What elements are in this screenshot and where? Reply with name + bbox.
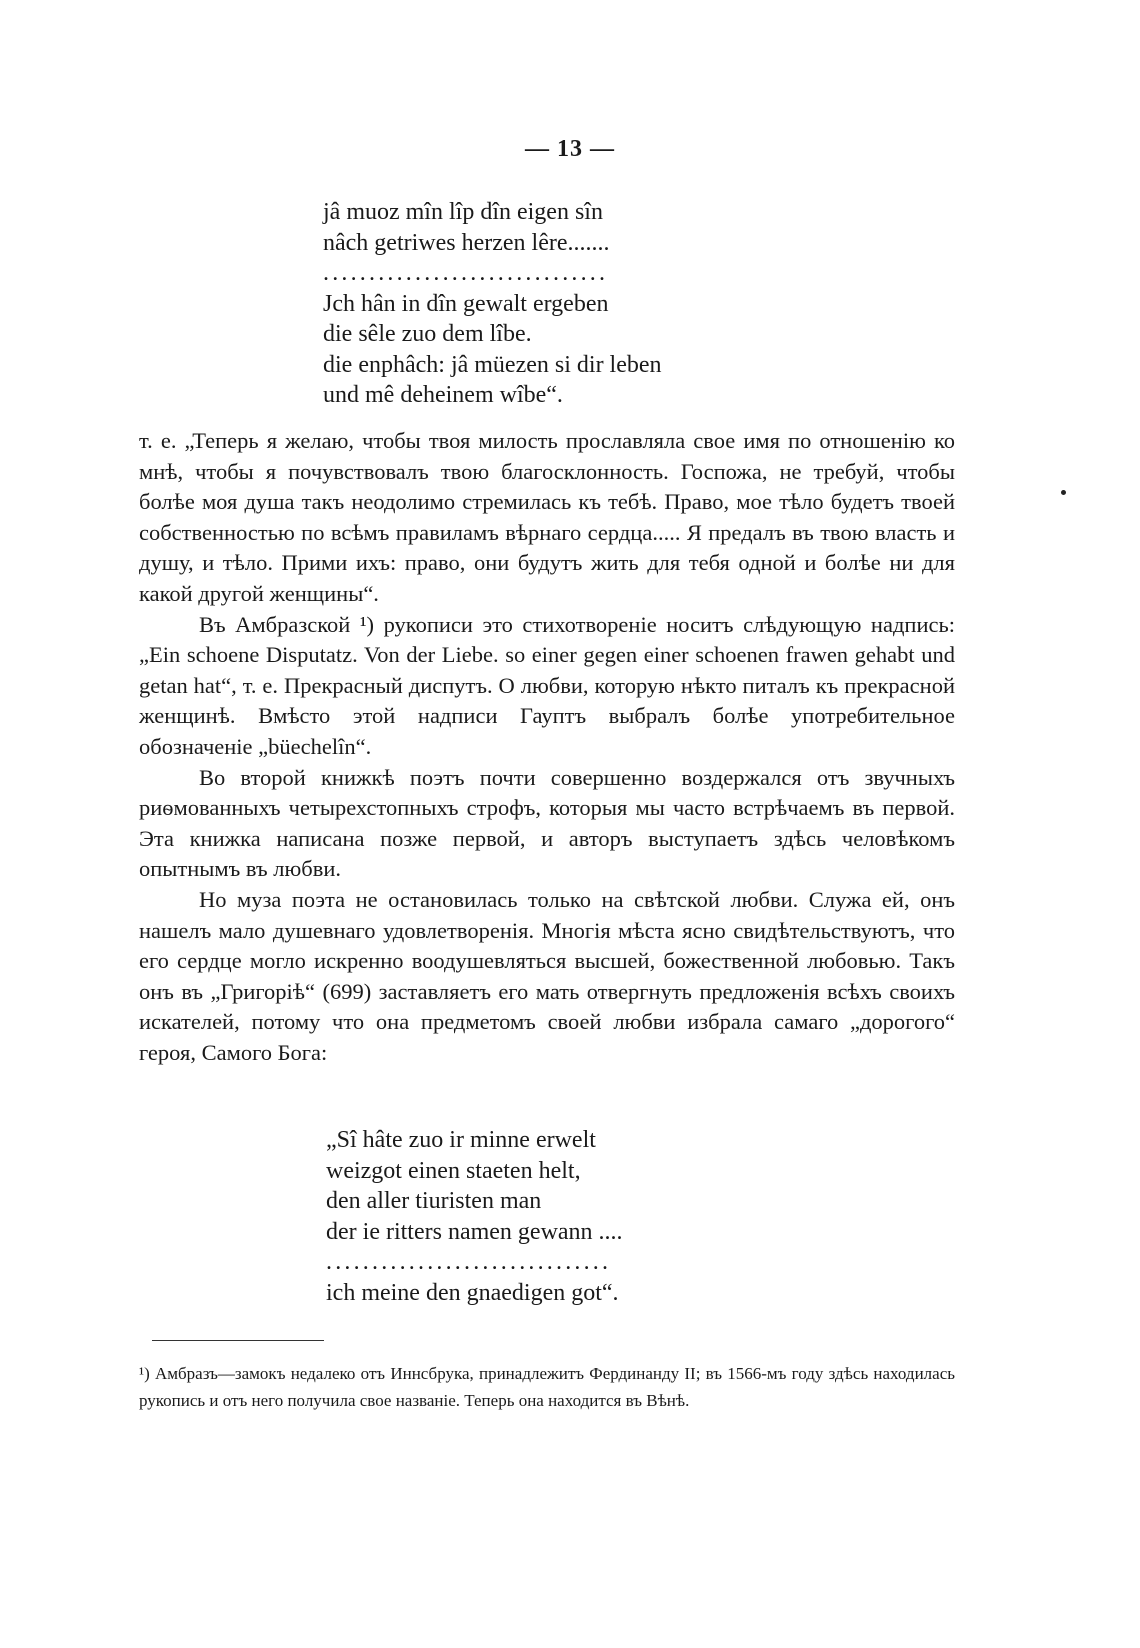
body-text xyxy=(139,426,955,1068)
verse-ellipsis-line: ............................... xyxy=(326,1249,612,1275)
footnote-text: ¹) Амбразъ—замокъ недалеко отъ Иннсбрука, принадлежитъ Фердинанду II; въ 1566-мъ году здѣсь находилась рукопись и отъ него получила свое названіе. Теперь она находится въ Вѣнѣ. xyxy=(139,1364,955,1410)
paragraph-muse: Но муза поэта не остановилась только на свѣтской любви. Служа ей, онъ нашелъ мало душевнаго удовлетворенія. Многія мѣста ясно свидѣтельствуютъ, что его сердце могло искренно воодушевляться высшей, божественной любовью. Такъ онъ въ „Григоріѣ“ (699) заставляетъ его мать отвергнуть предложенія всѣхъ своихъ искателей, потому что она предметомъ своей любви избрала самаго „дорогого“ героя, Самого Бога: xyxy=(139,886,955,1065)
verse-line: ich meine den gnaedigen got“. xyxy=(326,1279,619,1306)
verse-ellipsis-line: ............................... xyxy=(323,260,609,286)
paragraph-second-book: Во второй книжкѣ поэтъ почти совершенно воздержался отъ звучныхъ риѳмованныхъ четырехстопныхъ строфъ, которыя мы часто встрѣчаемъ въ первой. Эта книжка написана позже первой, и авторъ выступаетъ здѣсь человѣкомъ опытнымъ въ любви. xyxy=(139,764,955,882)
paragraph-ambras: Въ Амбразской ¹) рукописи это стихотвореніе носитъ слѣдующую надпись: „Ein schoene Disputatz. Von der Liebe. so einer gegen einer schoenen frawen gehabt und getan hat“, т. е. Прекрасный диспутъ. О любви, которую нѣкто питалъ къ прекрасной женщинѣ. Вмѣсто этой надписи Гауптъ выбралъ болѣе употребительное обозначеніе „büechelîn“. xyxy=(139,611,955,759)
paragraph-translation: т. е. „Теперь я желаю, чтобы твоя милость прославляла свое имя по отношенію ко мнѣ, чтобы я почувствовалъ твою благосклонность. Госпожа, не требуй, чтобы болѣе моя душа такъ неодолимо стремилась къ тебѣ. Право, мое тѣло будетъ твоей собственностью по всѣмъ правиламъ вѣрнаго сердца..... Я предалъ въ твою власть и душу, и тѣло. Прими ихъ: право, они будутъ жить для тебя одной и болѣе ни для какой другой женщины“. xyxy=(139,428,955,606)
verse-top xyxy=(323,197,662,411)
verse-line: den aller tiuristen man xyxy=(326,1188,542,1214)
verse-line: Jch hân in dîn gewalt ergeben xyxy=(323,290,609,317)
verse-bottom xyxy=(326,1125,623,1308)
footnote-divider xyxy=(152,1340,324,1341)
verse-line: weizgot einen staeten helt, xyxy=(326,1157,581,1184)
verse-line: die enphâch: jâ müezen si dir leben xyxy=(323,351,662,378)
verse-line: und mê deheinem wîbe“. xyxy=(323,382,563,408)
footnote xyxy=(139,1360,955,1414)
page-number: — 13 — xyxy=(525,136,615,162)
verse-line: „Sî hâte zuo ir minne erwelt xyxy=(326,1127,596,1153)
verse-line: die sêle zuo dem lîbe. xyxy=(323,321,532,347)
verse-line: nâch getriwes herzen lêre....... xyxy=(323,229,610,256)
verse-line: der ie ritters namen gewann .... xyxy=(326,1218,623,1245)
print-speck xyxy=(1061,490,1066,495)
verse-line: jâ muoz mîn lîp dîn eigen sîn xyxy=(323,199,603,225)
